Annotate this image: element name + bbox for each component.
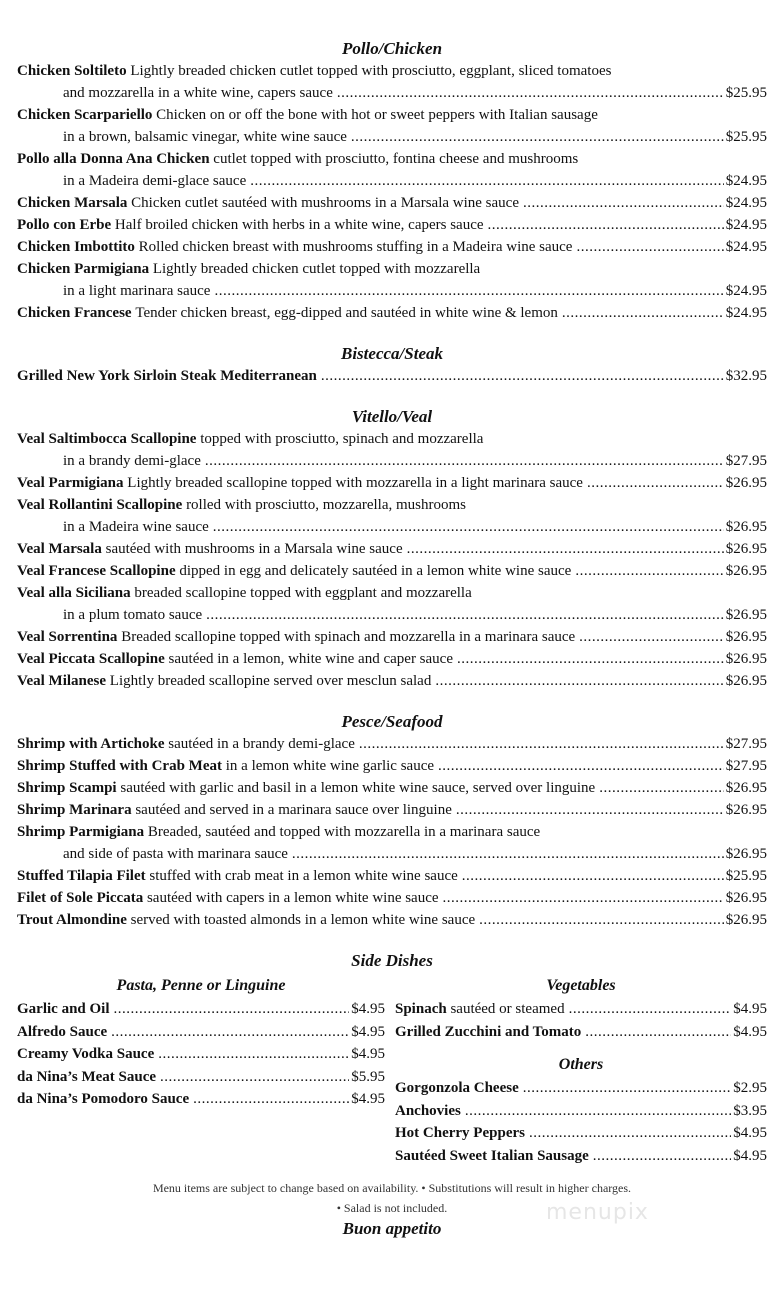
menu-section	[17, 38, 767, 324]
item-price: $24.95	[725, 283, 767, 299]
side-dish-item	[395, 1145, 767, 1168]
side-dish-name: Grilled Zucchini and Tomato	[395, 1023, 582, 1040]
dot-leader	[321, 365, 724, 387]
menu-item-line	[17, 799, 767, 821]
menu-item-line	[17, 560, 767, 582]
menu-section	[17, 343, 767, 387]
menu-item-line	[17, 472, 767, 494]
item-description: Breaded, sautéed and topped with mozzarella in a marinara sauce	[147, 824, 541, 840]
dot-leader	[213, 516, 724, 538]
item-name: Filet of Sole Piccata	[17, 890, 144, 906]
side-dish-name: da Nina’s Meat Sauce	[17, 1068, 157, 1085]
item-description: sautéed with garlic and basil in a lemon white wine sauce, served over linguine	[120, 780, 596, 796]
menu-item	[17, 755, 767, 777]
item-description: sautéed in a brandy demi-glace	[168, 736, 355, 752]
item-name: Veal Piccata Scallopine	[17, 651, 165, 667]
menu-item	[17, 192, 767, 214]
vegetables-title: Vegetables	[546, 977, 616, 994]
menu-item	[17, 821, 767, 865]
closing-text: Buon appetito	[342, 1219, 442, 1238]
side-dish-price: $4.95	[733, 1125, 767, 1141]
menu-item	[17, 538, 767, 560]
dot-leader	[523, 192, 724, 214]
menu-item-line	[17, 428, 767, 450]
menu-item-line	[17, 104, 767, 126]
item-description: breaded scallopine topped with eggplant and mozzarella	[134, 585, 472, 601]
dot-leader	[488, 214, 724, 236]
item-price: $26.95	[725, 673, 767, 689]
menu-sections	[17, 38, 767, 931]
item-description: in a brown, balsamic vinegar, white wine sauce	[63, 129, 347, 145]
dot-leader	[205, 450, 724, 472]
item-description: in a light marinara sauce	[63, 283, 211, 299]
menu-item-line	[17, 302, 767, 324]
dot-leader	[438, 755, 724, 777]
item-price: $26.95	[725, 475, 767, 491]
item-name: Chicken Imbottito	[17, 239, 135, 255]
pasta-list	[17, 998, 385, 1111]
dot-leader	[562, 302, 724, 324]
side-dish-name: Spinach	[395, 1001, 447, 1017]
side-dish-item	[395, 1100, 767, 1123]
item-description: Half broiled chicken with herbs in a white wine, capers sauce	[114, 217, 484, 233]
menu-item-line	[17, 843, 767, 865]
menu-item-line	[17, 126, 767, 148]
menu-item	[17, 560, 767, 582]
item-description: topped with prosciutto, spinach and mozzarella	[200, 431, 484, 447]
item-price: $27.95	[725, 453, 767, 469]
menu-item-line	[17, 670, 767, 692]
menu-item-line	[17, 60, 767, 82]
item-name: Chicken Parmigiana	[17, 261, 150, 277]
dot-leader	[587, 472, 724, 494]
menu-item-line	[17, 648, 767, 670]
dot-leader	[576, 236, 723, 258]
item-price: $24.95	[725, 217, 767, 233]
item-price: $25.95	[725, 129, 767, 145]
item-price: $26.95	[725, 802, 767, 818]
menu-item	[17, 887, 767, 909]
section-title: Vitello/Veal	[351, 407, 433, 426]
dot-leader	[443, 887, 724, 909]
menu-item-line	[17, 148, 767, 170]
menu-item	[17, 104, 767, 148]
side-dish-item	[17, 1066, 385, 1089]
item-price: $24.95	[725, 195, 767, 211]
side-dish-name: Sautéed Sweet Italian Sausage	[395, 1147, 589, 1164]
menu-item	[17, 214, 767, 236]
menu-item-line	[17, 82, 767, 104]
side-dish-name: da Nina’s Pomodoro Sauce	[17, 1091, 190, 1107]
dot-leader	[114, 998, 350, 1021]
dot-leader	[111, 1021, 349, 1044]
menu-item-line	[17, 280, 767, 302]
side-dish-name: Alfredo Sauce	[17, 1023, 108, 1040]
item-price: $32.95	[725, 368, 767, 384]
menu-item	[17, 472, 767, 494]
menu-item-line	[17, 755, 767, 777]
item-description: and side of pasta with marinara sauce	[63, 846, 288, 862]
menu-item-line	[17, 365, 767, 387]
side-dish-item	[17, 1021, 385, 1044]
side-dish-name: Garlic and Oil	[17, 1001, 110, 1017]
item-description: in a Madeira wine sauce	[63, 519, 209, 535]
menu-item	[17, 670, 767, 692]
menu-item-line	[17, 604, 767, 626]
item-price: $27.95	[725, 758, 767, 774]
item-price: $26.95	[725, 912, 767, 928]
side-dish-name: Creamy Vodka Sauce	[17, 1046, 155, 1062]
item-description: Chicken cutlet sautéed with mushrooms in a Marsala wine sauce	[131, 195, 519, 211]
dot-leader	[456, 799, 724, 821]
dot-leader	[407, 538, 724, 560]
item-description: sautéed and served in a marinara sauce over linguine	[135, 802, 452, 818]
item-description: Lightly breaded chicken cutlet topped with prosciutto, eggplant, sliced tomatoes	[130, 63, 612, 79]
item-price: $26.95	[725, 846, 767, 862]
item-name: Chicken Marsala	[17, 195, 128, 211]
side-dishes-title: Side Dishes	[351, 951, 433, 970]
side-dish-name: Hot Cherry Peppers	[395, 1125, 525, 1141]
item-price: $26.95	[725, 651, 767, 667]
menu-item	[17, 865, 767, 887]
item-price: $26.95	[725, 780, 767, 796]
menu-item-line	[17, 170, 767, 192]
menu-item	[17, 60, 767, 104]
dot-leader	[457, 648, 724, 670]
side-dishes	[17, 974, 767, 1167]
item-name: Grilled New York Sirloin Steak Mediterranean	[17, 368, 317, 384]
menu-item	[17, 302, 767, 324]
item-name: Chicken Francese	[17, 305, 132, 321]
side-dish-price: $4.95	[733, 1001, 767, 1017]
section-title: Pesce/Seafood	[341, 712, 443, 731]
item-name: Veal Saltimbocca Scallopine	[17, 431, 197, 447]
side-dish-item	[17, 998, 385, 1021]
others-title: Others	[558, 1056, 604, 1073]
item-description: in a plum tomato sauce	[63, 607, 203, 623]
item-name: Shrimp Scampi	[17, 780, 117, 796]
side-dish-price: $5.95	[351, 1068, 385, 1085]
dot-leader	[599, 777, 724, 799]
menu-item	[17, 148, 767, 192]
item-description: Chicken on or off the bone with hot or sweet peppers with Italian sausage	[156, 107, 598, 123]
menu-page	[17, 38, 767, 1239]
menu-item-line	[17, 626, 767, 648]
dot-leader	[479, 909, 724, 931]
menu-item-line	[17, 236, 767, 258]
side-pasta-column	[17, 974, 385, 1167]
menu-item	[17, 365, 767, 387]
side-dish-price: $4.95	[351, 1001, 385, 1017]
item-name: Pollo con Erbe	[17, 217, 112, 233]
item-name: Shrimp Marinara	[17, 802, 132, 818]
dot-leader	[435, 670, 723, 692]
dot-leader	[465, 1100, 731, 1123]
watermark-logo: menupix	[546, 1200, 649, 1225]
item-price: $25.95	[725, 868, 767, 884]
side-dish-name: Gorgonzola Cheese	[395, 1080, 519, 1096]
menu-item	[17, 236, 767, 258]
item-name: Veal Rollantini Scallopine	[17, 497, 183, 513]
item-name: Veal Milanese	[17, 673, 107, 689]
item-name: Shrimp with Artichoke	[17, 736, 165, 752]
item-description: served with toasted almonds in a lemon white wine sauce	[130, 912, 476, 928]
item-description: sautéed in a lemon, white wine and caper sauce	[168, 651, 453, 667]
side-dish-price: $4.95	[351, 1091, 385, 1107]
item-price: $24.95	[725, 173, 767, 189]
item-price: $26.95	[725, 890, 767, 906]
item-price: $26.95	[725, 519, 767, 535]
item-name: Veal Marsala	[17, 541, 102, 557]
menu-item-line	[17, 821, 767, 843]
dot-leader	[579, 626, 724, 648]
menu-item-line	[17, 733, 767, 755]
item-price: $24.95	[725, 239, 767, 255]
side-right-column	[395, 974, 767, 1167]
menu-item	[17, 777, 767, 799]
others-list	[395, 1077, 767, 1167]
menu-item-line	[17, 258, 767, 280]
menu-item-line	[17, 582, 767, 604]
dot-leader	[585, 1021, 731, 1044]
item-name: Shrimp Parmigiana	[17, 824, 145, 840]
side-dish-name: Anchovies	[395, 1102, 461, 1119]
item-description: sautéed with mushrooms in a Marsala wine sauce	[105, 541, 403, 557]
menu-item-line	[17, 538, 767, 560]
dot-leader	[160, 1066, 349, 1089]
dot-leader	[529, 1122, 731, 1145]
item-name: Stuffed Tilapia Filet	[17, 868, 146, 884]
side-dish-price: $2.95	[733, 1080, 767, 1096]
item-name: Chicken Scarpariello	[17, 107, 153, 123]
menu-item	[17, 626, 767, 648]
menu-item	[17, 258, 767, 302]
item-name: Trout Almondine	[17, 912, 127, 928]
item-description: dipped in egg and delicately sautéed in a lemon white wine sauce	[179, 563, 572, 579]
dot-leader	[523, 1077, 732, 1100]
dot-leader	[462, 865, 724, 887]
dot-leader	[292, 843, 724, 865]
side-dish-item	[17, 1088, 385, 1111]
menu-item	[17, 428, 767, 472]
side-dish-price: $4.95	[733, 1023, 767, 1040]
item-name: Veal Sorrentina	[17, 629, 118, 645]
menu-item-line	[17, 777, 767, 799]
item-price: $26.95	[725, 541, 767, 557]
item-name: Veal alla Siciliana	[17, 585, 131, 601]
item-name: Pollo alla Donna Ana Chicken	[17, 151, 210, 167]
menu-item	[17, 494, 767, 538]
menu-item	[17, 733, 767, 755]
menu-section	[17, 711, 767, 931]
menu-item-line	[17, 494, 767, 516]
menu-item-line	[17, 450, 767, 472]
item-description: Lightly breaded scallopine served over mesclun salad	[109, 673, 432, 689]
dot-leader	[593, 1145, 731, 1168]
item-price: $26.95	[725, 563, 767, 579]
dot-leader	[158, 1043, 349, 1066]
side-dish-price: $3.95	[733, 1102, 767, 1119]
vegetables-list	[395, 998, 767, 1043]
item-description: Lightly breaded chicken cutlet topped with mozzarella	[152, 261, 481, 277]
item-price: $26.95	[725, 607, 767, 623]
section-title: Bistecca/Steak	[341, 344, 443, 363]
item-price: $26.95	[725, 629, 767, 645]
side-dish-price: $4.95	[733, 1147, 767, 1164]
menu-item	[17, 799, 767, 821]
dot-leader	[193, 1088, 349, 1111]
pasta-title: Pasta, Penne or Linguine	[116, 977, 286, 994]
side-dish-item	[17, 1043, 385, 1066]
dot-leader	[337, 82, 724, 104]
item-description: cutlet topped with prosciutto, fontina cheese and mushrooms	[213, 151, 579, 167]
item-description: rolled with prosciutto, mozzarella, mushrooms	[186, 497, 467, 513]
side-dish-item	[395, 1021, 767, 1044]
dot-leader	[359, 733, 724, 755]
item-price: $27.95	[725, 736, 767, 752]
footer-note-salad: • Salad is not included.	[336, 1201, 448, 1215]
menu-item	[17, 909, 767, 931]
item-name: Veal Francese Scallopine	[17, 563, 176, 579]
footer-notes	[17, 1178, 767, 1218]
item-description: in a Madeira demi-glace sauce	[63, 173, 247, 189]
side-dish-item	[395, 998, 767, 1021]
dot-leader	[569, 998, 732, 1021]
item-description: and mozzarella in a white wine, capers sauce	[63, 85, 333, 101]
side-dish-price: $4.95	[351, 1046, 385, 1062]
side-dish-item	[395, 1122, 767, 1145]
item-description: in a lemon white wine garlic sauce	[225, 758, 435, 774]
item-description: Lightly breaded scallopine topped with mozzarella in a light marinara sauce	[127, 475, 583, 491]
menu-item-line	[17, 887, 767, 909]
item-description: in a brandy demi-glace	[63, 453, 201, 469]
footer-note-availability: Menu items are subject to change based on availability. • Substitutions will result in higher charges.	[152, 1181, 632, 1195]
menu-item-line	[17, 909, 767, 931]
menu-section	[17, 406, 767, 692]
item-name: Veal Parmigiana	[17, 475, 124, 491]
menu-item	[17, 582, 767, 626]
dot-leader	[575, 560, 723, 582]
item-description: sautéed with capers in a lemon white wine sauce	[146, 890, 439, 906]
side-dish-item	[395, 1077, 767, 1100]
dot-leader	[351, 126, 724, 148]
side-dish-description: sautéed or steamed	[450, 1001, 565, 1017]
item-description: Breaded scallopine topped with spinach and mozzarella in a marinara sauce	[121, 629, 576, 645]
item-description: Tender chicken breast, egg-dipped and sautéed in white wine & lemon	[135, 305, 558, 321]
section-title: Pollo/Chicken	[341, 39, 443, 58]
menu-item-line	[17, 192, 767, 214]
side-dish-price: $4.95	[351, 1023, 385, 1040]
menu-item-line	[17, 865, 767, 887]
menu-item-line	[17, 214, 767, 236]
dot-leader	[250, 170, 724, 192]
item-name: Shrimp Stuffed with Crab Meat	[17, 758, 222, 774]
item-name: Chicken Soltileto	[17, 63, 127, 79]
dot-leader	[206, 604, 724, 626]
item-description: Rolled chicken breast with mushrooms stuffing in a Madeira wine sauce	[138, 239, 573, 255]
menu-item-line	[17, 516, 767, 538]
item-price: $24.95	[725, 305, 767, 321]
menu-item	[17, 648, 767, 670]
item-description: stuffed with crab meat in a lemon white wine sauce	[149, 868, 458, 884]
dot-leader	[214, 280, 723, 302]
item-price: $25.95	[725, 85, 767, 101]
